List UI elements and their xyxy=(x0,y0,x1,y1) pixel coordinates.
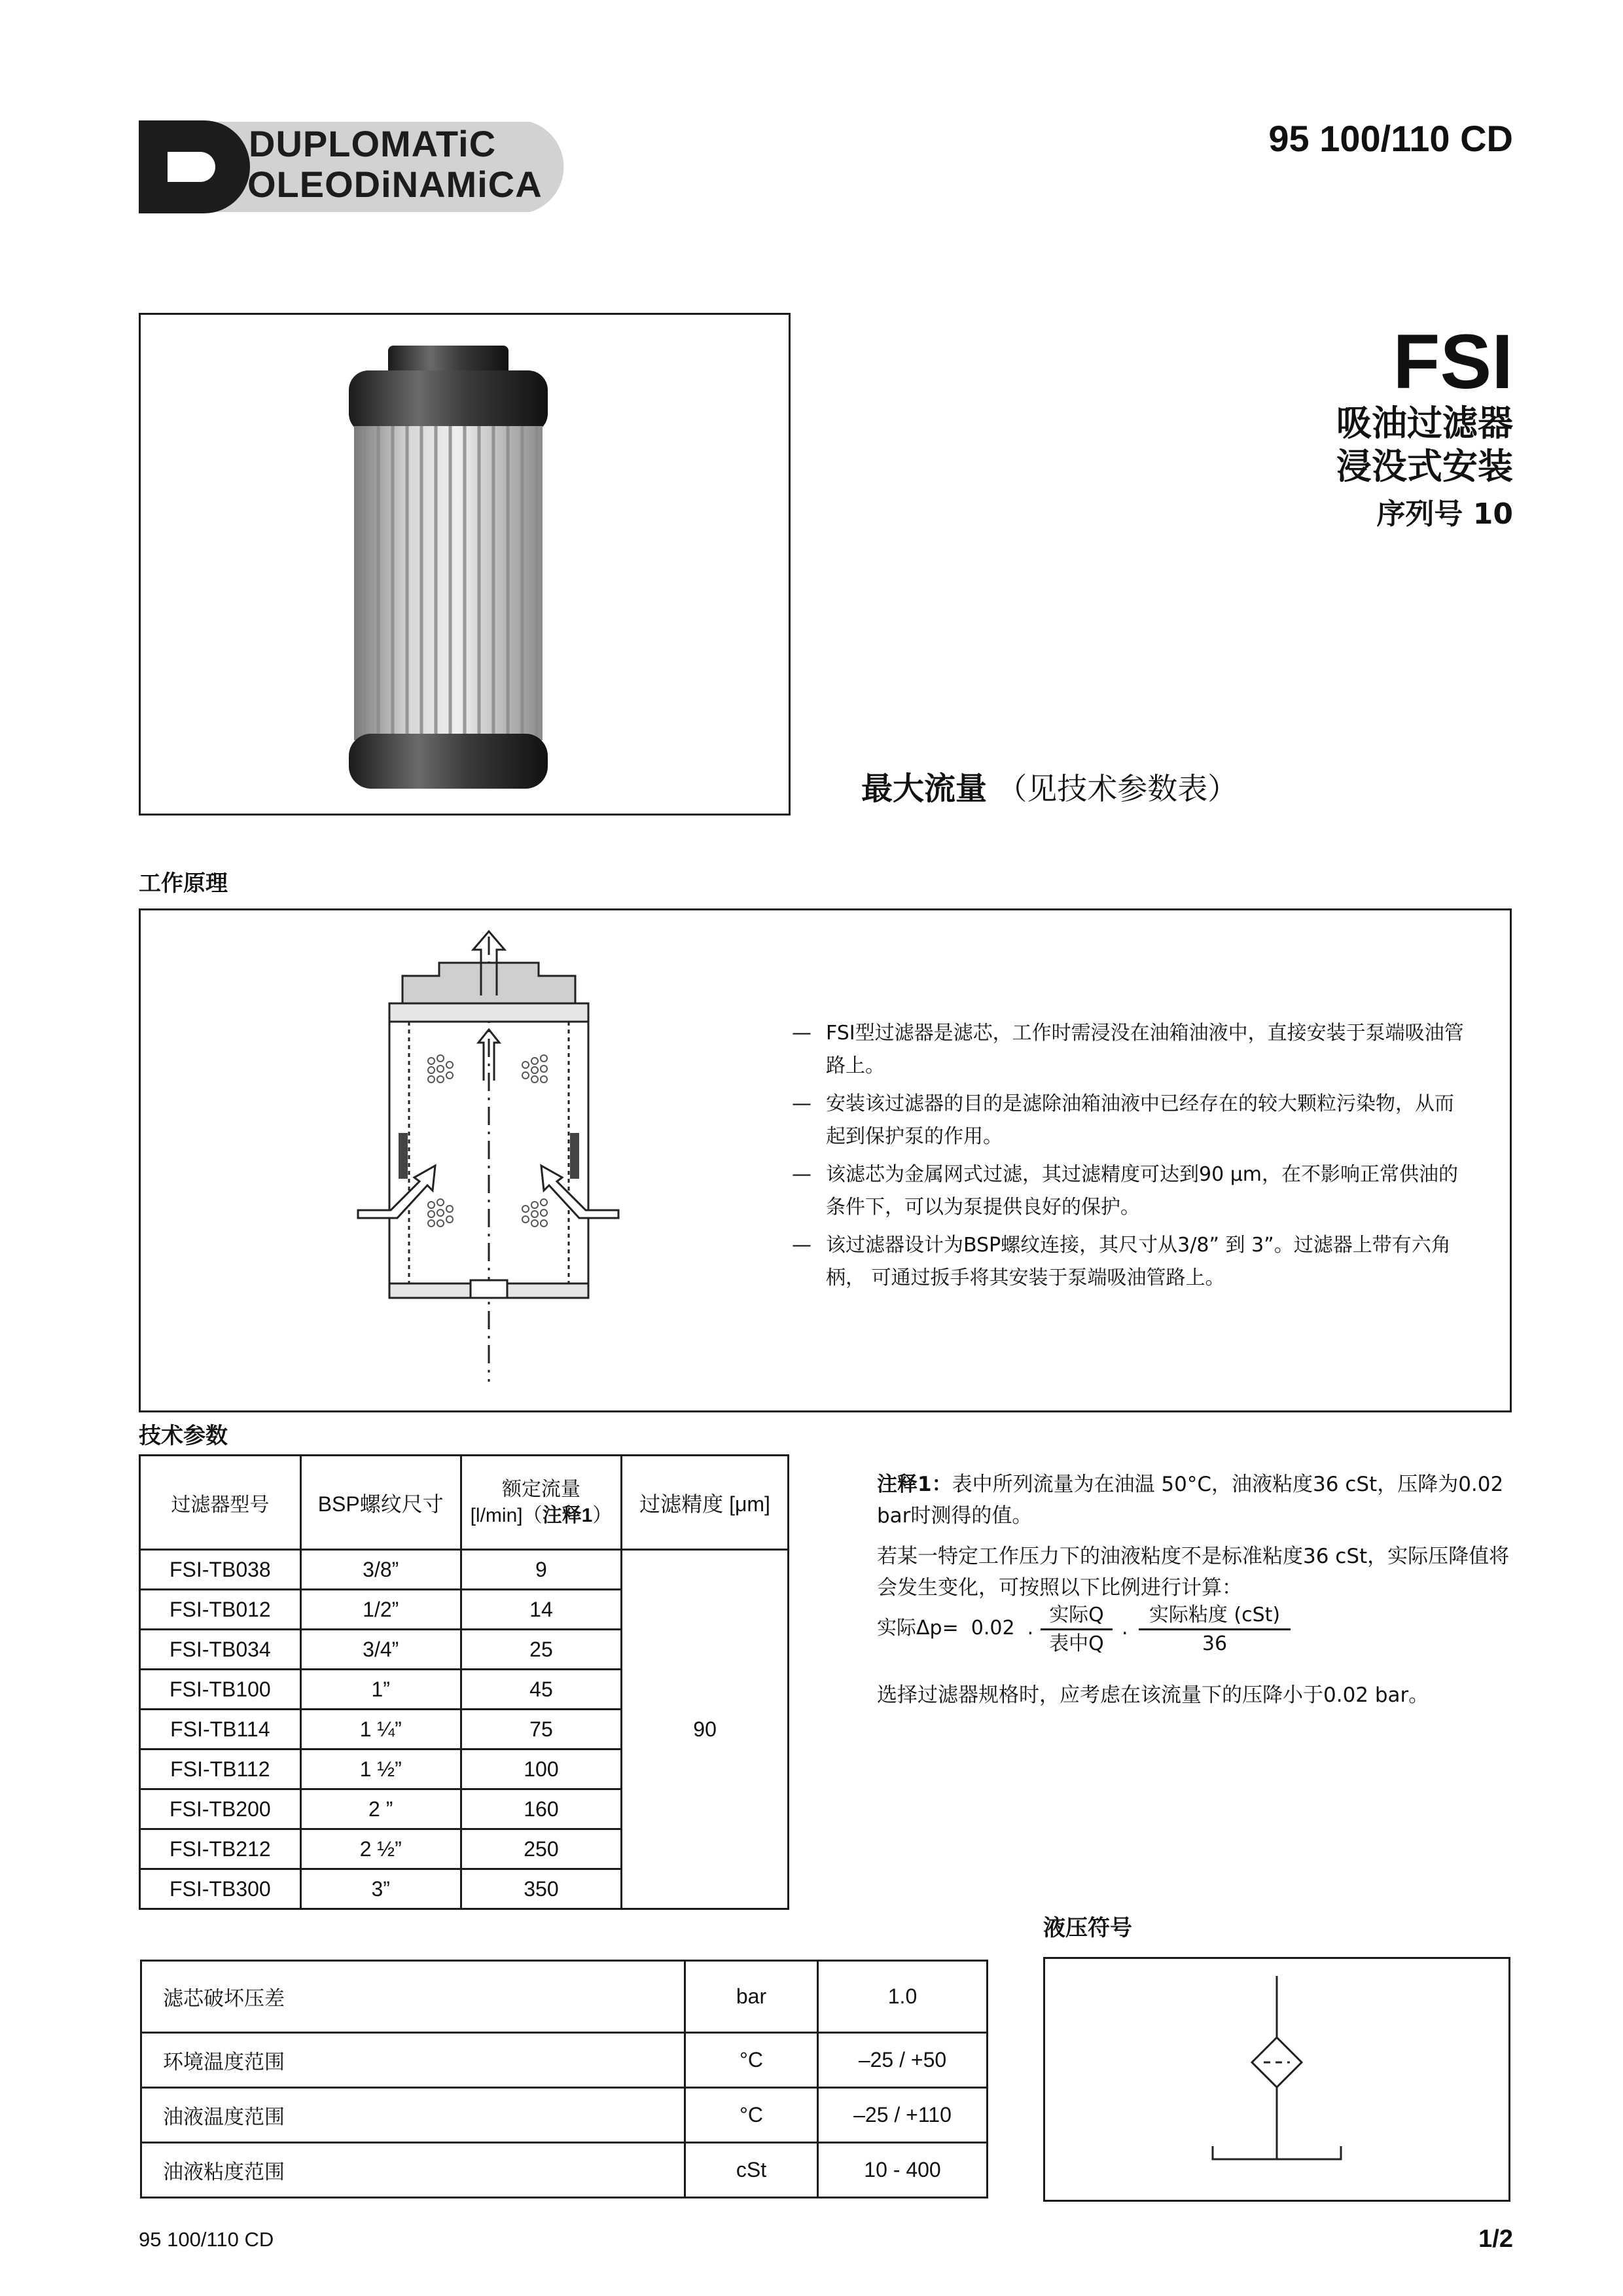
formula-denominator-2: 36 xyxy=(1202,1632,1228,1655)
bsp-cell: 1 ¼” xyxy=(300,1710,461,1749)
col-flow-header xyxy=(461,1456,621,1550)
principle-bullet-1-text: FSI型过滤器是滤芯，工作时需浸没在油箱油液中，直接安装于泵端吸油管路上。 xyxy=(826,1022,1464,1077)
condition-label: 环境温度范围 xyxy=(141,2033,685,2088)
hydraulic-symbol-box xyxy=(1043,1957,1510,2202)
table-row xyxy=(141,2033,988,2088)
col-precision-header: 过滤精度 [μm] xyxy=(622,1456,789,1550)
condition-unit: °C xyxy=(685,2088,818,2143)
flow-cell: 160 xyxy=(461,1789,621,1829)
condition-unit: bar xyxy=(685,1961,818,2033)
hydraulic-symbol-heading: 液压符号 xyxy=(1043,1915,1132,1941)
condition-label: 油液粘度范围 xyxy=(141,2143,685,2198)
col-flow-line2-end: ） xyxy=(592,1504,613,1526)
principle-heading: 工作原理 xyxy=(139,870,228,897)
flow-cell: 250 xyxy=(461,1829,621,1869)
condition-value: 10 - 400 xyxy=(818,2143,988,2198)
formula-lhs: 实际Δp= 0.02 . xyxy=(877,1617,1034,1640)
flow-cell: 350 xyxy=(461,1869,621,1909)
principle-bullet-4-text: 该过滤器设计为BSP螺纹连接，其尺寸从3/8” 到 3”。过滤器上带有六角柄， 可通过扳手将其安装于泵端吸油管路上。 xyxy=(826,1234,1451,1289)
specs-table-header xyxy=(140,1456,789,1550)
principle-bullet-3-text: 该滤芯为金属网式过滤，其过滤精度可达到90 μm，在不影响正常供油的条件下，可以为泵提供良好的保护。 xyxy=(826,1163,1459,1219)
model-cell: FSI-TB038 xyxy=(140,1550,301,1590)
col-flow-line1: 额定流量 xyxy=(501,1478,580,1500)
note-2: 若某一特定工作压力下的油液粘度不是标准粘度36 cSt，实际压降值将会发生变化，可按照以下比例进行计算： xyxy=(877,1545,1510,1600)
model-cell: FSI-TB034 xyxy=(140,1630,301,1670)
condition-label: 滤芯破坏压差 xyxy=(141,1961,685,2033)
bsp-cell: 3/4” xyxy=(300,1630,461,1670)
formula-denominator-1: 表中Q xyxy=(1049,1632,1104,1655)
brand-line-2: OLEODiNAMiCA xyxy=(247,164,543,205)
principle-bullet-2: — 安装该过滤器的目的是滤除油箱油液中已经存在的较大颗粒污染物，从而起到保护泵的作用。 xyxy=(792,1088,1472,1153)
bsp-cell: 2 ” xyxy=(300,1789,461,1829)
note-1-text: 表中所列流量为在油温 50°C，油液粘度36 cSt，压降为0.02 bar时测得的值。 xyxy=(877,1473,1504,1528)
document-code: 95 100/110 CD xyxy=(1268,118,1513,159)
table-row xyxy=(141,1961,988,2033)
flow-cell: 25 xyxy=(461,1630,621,1670)
condition-value: –25 / +50 xyxy=(818,2033,988,2088)
product-photo-frame xyxy=(139,313,791,816)
product-subtitle-1: 吸油过滤器 xyxy=(1336,403,1513,444)
col-flow-note-ref: 注释1 xyxy=(542,1504,593,1526)
condition-value: 1.0 xyxy=(818,1961,988,2033)
specs-table xyxy=(139,1454,789,1910)
brand-line-1: DUPLOMATiC xyxy=(249,123,497,164)
condition-unit: cSt xyxy=(685,2143,818,2198)
max-flow xyxy=(861,769,1238,808)
flow-cell: 100 xyxy=(461,1749,621,1789)
bsp-cell: 3” xyxy=(300,1869,461,1909)
bsp-cell: 1 ½” xyxy=(300,1749,461,1789)
max-flow-note: （见技术参数表） xyxy=(997,771,1238,806)
condition-label: 油液温度范围 xyxy=(141,2088,685,2143)
principle-bullet-3: — 该滤芯为金属网式过滤，其过滤精度可达到90 μm，在不影响正常供油的条件下，可以为泵提供良好的保护。 xyxy=(792,1158,1472,1224)
flow-cell: 14 xyxy=(461,1590,621,1630)
filter-section-diagram xyxy=(350,930,625,1388)
flow-cell: 75 xyxy=(461,1710,621,1749)
model-cell: FSI-TB012 xyxy=(140,1590,301,1630)
model-cell: FSI-TB114 xyxy=(140,1710,301,1749)
condition-value: –25 / +110 xyxy=(818,2088,988,2143)
product-name: FSI xyxy=(1393,319,1513,405)
principle-bullet-4: — 该过滤器设计为BSP螺纹连接，其尺寸从3/8” 到 3”。过滤器上带有六角柄， 可通过扳手将其安装于泵端吸油管路上。 xyxy=(792,1229,1472,1295)
col-model-header: 过滤器型号 xyxy=(140,1456,301,1550)
precision-cell: 90 xyxy=(622,1550,789,1909)
bsp-cell: 3/8” xyxy=(300,1550,461,1590)
model-cell: FSI-TB112 xyxy=(140,1749,301,1789)
footer-code: 95 100/110 CD xyxy=(139,2228,274,2251)
note-1 xyxy=(877,1469,1512,1532)
flow-cell: 9 xyxy=(461,1550,621,1590)
table-row xyxy=(141,2143,988,2198)
bsp-cell: 1/2” xyxy=(300,1590,461,1630)
model-cell: FSI-TB300 xyxy=(140,1869,301,1909)
note-3: 选择过滤器规格时，应考虑在该流量下的压降小于0.02 bar。 xyxy=(877,1683,1429,1707)
model-cell: FSI-TB100 xyxy=(140,1670,301,1710)
formula-numerator-2: 实际粘度 (cSt) xyxy=(1139,1602,1291,1630)
note-1-label: 注释1： xyxy=(877,1473,952,1496)
col-flow-line2: [l/min]（ xyxy=(470,1504,543,1526)
filter-element-photo xyxy=(141,315,789,814)
series-number: 序列号 10 xyxy=(1376,497,1513,531)
condition-unit: °C xyxy=(685,2033,818,2088)
bsp-cell: 2 ½” xyxy=(300,1829,461,1869)
table-row xyxy=(141,2088,988,2143)
max-flow-label: 最大流量 xyxy=(861,770,988,807)
model-cell: FSI-TB200 xyxy=(140,1789,301,1829)
model-cell: FSI-TB212 xyxy=(140,1829,301,1869)
principle-bullet-1: — FSI型过滤器是滤芯，工作时需浸没在油箱油液中，直接安装于泵端吸油管路上。 xyxy=(792,1017,1472,1083)
col-bsp-header: BSP螺纹尺寸 xyxy=(300,1456,461,1550)
conditions-table xyxy=(140,1960,988,2198)
specs-heading: 技术参数 xyxy=(139,1423,228,1449)
formula-numerator-1: 实际Q xyxy=(1041,1602,1113,1630)
table-row xyxy=(140,1550,789,1590)
filter-symbol-icon xyxy=(1045,1959,1508,2200)
flow-cell: 45 xyxy=(461,1670,621,1710)
principle-bullet-2-text: 安装该过滤器的目的是滤除油箱油液中已经存在的较大颗粒污染物，从而起到保护泵的作用。 xyxy=(826,1092,1454,1148)
formula-dot: . xyxy=(1122,1617,1128,1640)
page-number: 1/2 xyxy=(1478,2225,1513,2253)
product-subtitle-2: 浸没式安装 xyxy=(1336,446,1513,487)
bsp-cell: 1” xyxy=(300,1670,461,1710)
